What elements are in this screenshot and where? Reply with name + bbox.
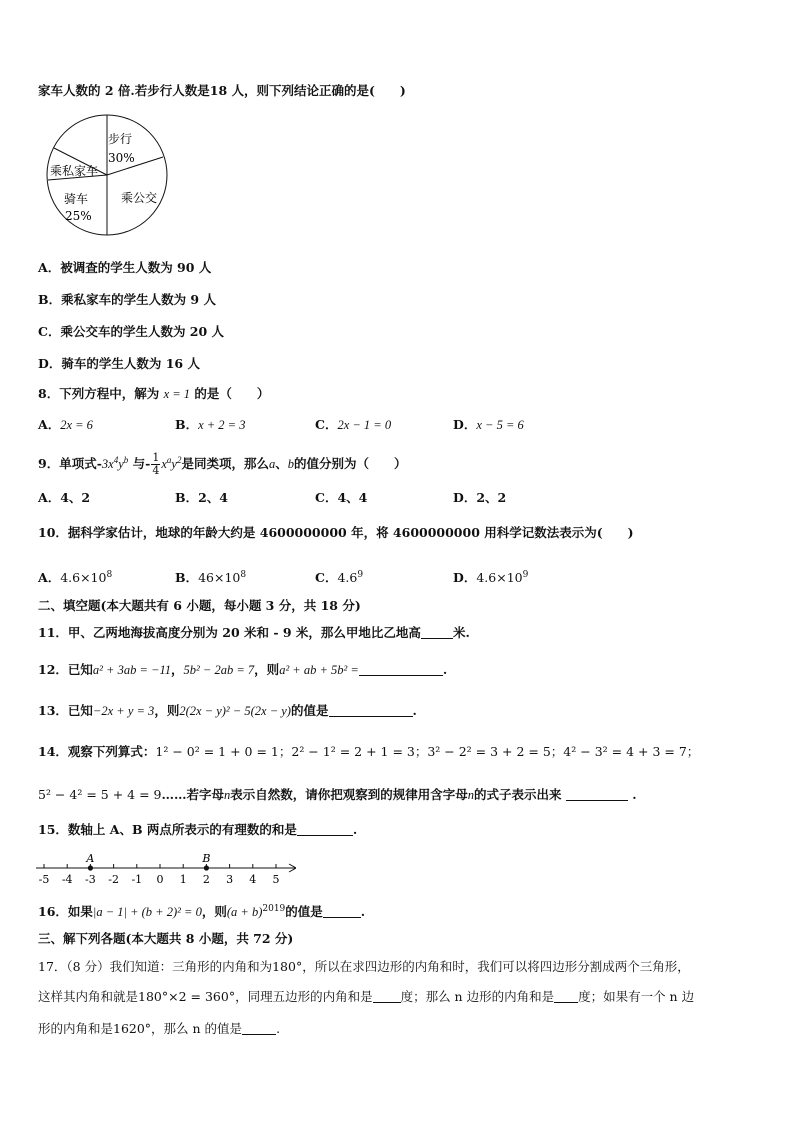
q13-answer-blank xyxy=(329,703,413,717)
point-b-label: B xyxy=(202,852,211,865)
q7-option-c: C．乘公交车的学生人数为 20 人 xyxy=(38,324,225,339)
q17-blank-2 xyxy=(554,989,578,1003)
q10-option-c: C．$4.6^9$ xyxy=(315,570,364,585)
q15-answer-blank xyxy=(297,822,353,836)
q16-answer-blank xyxy=(323,904,361,918)
q15-stem: 15．数轴上 A、B 两点所表示的有理数的和是 . xyxy=(38,822,358,837)
number-line-tick-label: -4 xyxy=(61,873,73,886)
q8-option-a: A．2x = 6 xyxy=(38,417,93,432)
section3-title: 三、解下列各题(本大题共 8 小题，共 72 分) xyxy=(38,931,294,946)
q10-option-d: D．$4.6\times 10^9$ xyxy=(453,570,529,585)
q8-stem-end: 的是（ ） xyxy=(194,386,270,401)
point-a-label: A xyxy=(86,852,95,865)
pie-bike-pct: 25% xyxy=(65,209,92,223)
q8-option-b: B．x + 2 = 3 xyxy=(175,417,246,432)
number-line-tick-label: 0 xyxy=(156,873,164,886)
q8-stem-eq: x = 1 xyxy=(163,387,191,401)
q11-answer-blank xyxy=(421,625,453,639)
number-line-tick-label: -3 xyxy=(85,873,96,886)
q9-term2: $x^ay^2$ xyxy=(161,455,182,471)
q14-answer-blank xyxy=(566,787,628,801)
q16-stem: 16．如果|a − 1| + (b + 2)² = 0，则$(a + b)^{2019}$的值是 . xyxy=(38,904,366,919)
q9-option-a: A．4、2 xyxy=(38,490,91,505)
q13-stem: 13．已知−2x + y = 3，则2(2x − y)² − 5(2x − y)的值是 . xyxy=(38,703,417,718)
q17-blank-3 xyxy=(242,1021,276,1035)
number-line-tick-label: 1 xyxy=(179,873,187,886)
number-line-tick-label: 3 xyxy=(226,873,234,886)
section2-title: 二、填空题(本大题共有 6 小题，每小题 3 分，共 18 分) xyxy=(38,598,361,613)
q17-line2: 这样其内角和就是180°×2 = 360°，同理五边形的内角和是 度；那么 n 边形的内角和是 度；如果有一个 n 边 xyxy=(38,989,695,1004)
q8-option-c: C．2x − 1 = 0 xyxy=(315,417,392,432)
q17-blank-1 xyxy=(373,989,401,1003)
q7-option-b: B．乘私家车的学生人数为 9 人 xyxy=(38,292,216,307)
number-line-tick-label: -2 xyxy=(108,873,119,886)
q14-line2: 5² − 4² = 5 + 4 = 9……若字母n表示自然数，请你把观察到的规律用含字母n的式子表示出来 . xyxy=(38,787,637,802)
q10-option-a: A．$4.6\times 10^8$ xyxy=(38,570,113,585)
q10-option-b: B．$46\times 10^8$ xyxy=(175,570,247,585)
q17-line1: 17．（8 分）我们知道：三角形的内角和为180°，所以在求四边形的内角和时，我们可以将四边形分割成两个三角形， xyxy=(38,959,690,974)
q8-stem-text: 8．下列方程中，解为 xyxy=(38,386,160,401)
number-line-tick-label: 4 xyxy=(249,873,257,886)
q7-option-a: A．被调查的学生人数为 90 人 xyxy=(38,260,212,275)
q14-stem: 14．观察下列算式：1² − 0² = 1 + 0 = 1；2² − 1² = 2 + 1 = 3；3² − 2² = 3 + 2 = 5；4² − 3² = 4 + 3 = 7； xyxy=(38,744,700,759)
q9-stem: 9．单项式$-3x^4y^b$ 与- $\frac{1}{4}$ $x^ay^2$是同类项，那么a、b的值分别为（ ） xyxy=(38,451,407,477)
point-b xyxy=(204,865,209,870)
pie-car-label: 乘私家车 xyxy=(50,164,99,178)
q17-line3: 形的内角和是1620°，那么 n 的值是 . xyxy=(38,1021,281,1036)
q12-answer-blank xyxy=(359,662,443,676)
q7-stem: 家车人数的 2 倍.若步行人数是18 人，则下列结论正确的是( ) xyxy=(38,83,406,98)
q7-pie-chart xyxy=(46,110,176,245)
number-line-tick-label: 5 xyxy=(272,873,280,886)
number-line-tick-label: -5 xyxy=(38,873,50,886)
pie-walk-label: 步行 xyxy=(108,132,133,146)
q9-term1: $3x^4y^b$ xyxy=(101,455,129,471)
q9-option-c: C．4、4 xyxy=(315,490,368,505)
q15-number-line xyxy=(34,846,296,886)
q9-fraction: $\frac{1}{4}$ xyxy=(152,451,160,477)
q10-stem: 10．据科学家估计，地球的年龄大约是 4600000000 年，将 4600000000 用科学记数法表示为( ) xyxy=(38,525,634,540)
number-line-tick-label: -1 xyxy=(131,873,143,886)
q7-option-d: D．骑车的学生人数为 16 人 xyxy=(38,356,200,371)
pie-bike-label: 骑车 xyxy=(64,192,89,206)
number-line-tick-label: 2 xyxy=(202,873,210,886)
q11-stem: 11．甲、乙两地海拔高度分别为 20 米和 - 9 米，那么甲地比乙地高 米. xyxy=(38,625,470,640)
pie-bus-label: 乘公交 xyxy=(121,191,158,205)
q9-option-b: B．2、4 xyxy=(175,490,228,505)
q12-stem: 12．已知a² + 3ab = −11，5b² − 2ab = 7，则a² + ab + 5b² = . xyxy=(38,662,448,677)
point-a xyxy=(88,865,93,870)
q9-option-d: D．2、2 xyxy=(453,490,507,505)
q8-stem xyxy=(38,385,269,403)
pie-walk-pct: 30% xyxy=(108,151,135,165)
q8-option-d: D．x − 5 = 6 xyxy=(453,417,524,432)
